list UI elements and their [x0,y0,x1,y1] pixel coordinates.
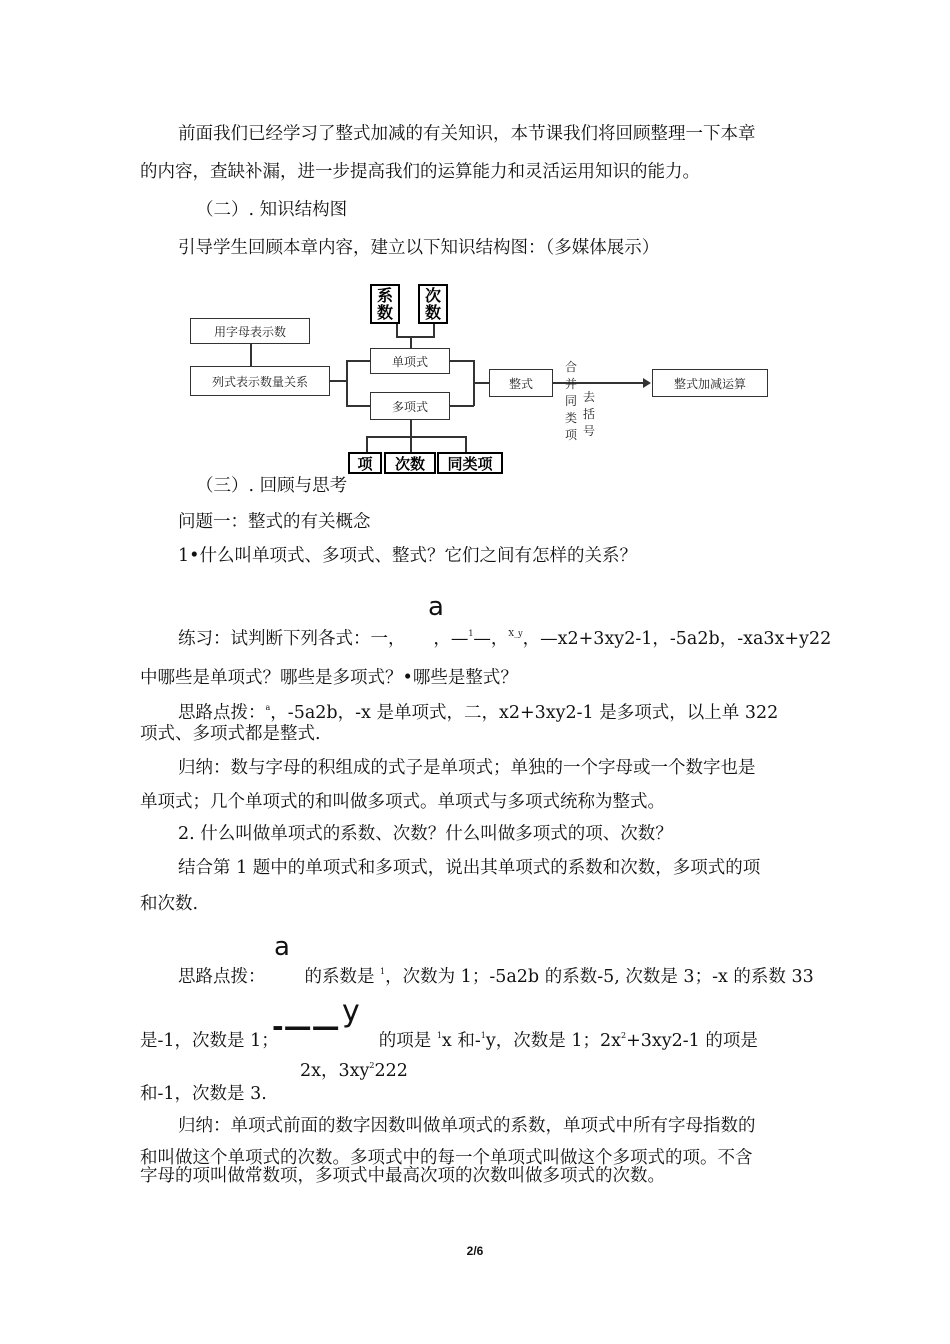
question-1: 1•什么叫单项式、多项式、整式？它们之间有怎样的关系？ [178,546,637,566]
hint-1: 思路点拨：$^a$，-5a2b，-x 是单项式，二，x2+3xy2-1 是多项式，以上单 322 [178,703,779,723]
degree-top-box: 次数 [418,284,448,324]
summary-2-line-3: 字母的项叫做常数项，多项式中最高次项的次数叫做多项式的次数。 [140,1166,665,1186]
hint-2: 思路点拨： 的系数是 $^1$，次数为 1；-5a2b 的系数-5, 次数是 3；-x 的系数 33 [178,967,814,987]
question-2-desc-1: 结合第 1 题中的单项式和多项式，说出其单项式的系数和次数，多项式的项 [178,858,761,878]
summary-2-line-2: 和叫做这个单项式的次数。多项式中的每一个单项式叫做这个多项式的项。不含 [140,1148,753,1168]
page-number: 2/6 [466,1244,484,1258]
coefficient-box: 系数 [370,284,400,324]
remove-brackets-label: 去括号 [583,390,596,438]
summary-1-line-2: 单项式；几个单项式的和叫做多项式。单项式与多项式统称为整式。 [140,792,665,812]
question-2-desc-2: 和次数. [140,894,199,914]
polynomial-box: 多项式 [370,392,450,420]
hint-2-fraction-y: y [342,994,360,1029]
hint-2-line-4: 和-1，次数是 3. [140,1084,267,1104]
letters-box: 用字母表示数 [190,318,310,344]
intro-line-1: 前面我们已经学习了整式加减的有关知识，本节课我们将回顾整理一下本章 [178,124,756,144]
like-terms-box: 同类项 [437,452,503,474]
degree-bottom-box: 次数 [384,452,436,474]
hint-2-fraction-a: a [274,932,290,962]
hint-2-line-2: 是-1，次数是 1； 的项是 $^1$x 和-$^1$y，次数是 1；$2x^2+3xy2-1$ 的项是 [140,1031,758,1051]
summary-1-line-1: 归纳：数与字母的积组成的式子是单项式；单独的一个字母或一个数字也是 [178,758,756,778]
monomial-box: 单项式 [370,348,450,374]
practice-question: 中哪些是单项式？哪些是多项式？•哪些是整式？ [140,668,518,688]
practice-fraction-a: a [428,592,444,622]
hint-2-line-3: 2x，$3xy^2222$ [300,1061,408,1081]
add-sub-box: 整式加减运算 [652,369,768,397]
combine-label: 合并同类项 [565,360,578,442]
intro-line-2: 的内容，查缺补漏，进一步提高我们的运算能力和灵活运用知识的能力。 [140,162,700,182]
list-relation-box: 列式表示数量关系 [190,366,330,396]
question-2: 2. 什么叫做单项式的系数、次数？什么叫做多项式的项、次数？ [178,824,673,844]
summary-2-line-1: 归纳：单项式前面的数字因数叫做单项式的系数，单项式中所有字母指数的 [178,1116,756,1136]
hint-2-fraction-bar: -—— [272,1010,340,1043]
hint-1-line-2: 项式、多项式都是整式. [140,724,321,744]
section-3-heading: （三）. 回顾与思考 [196,476,348,496]
practice-line: 练习：试判断下列各式：一， ，—$^1$—，$^{X\_y}$，—x2+3xy2-1，-5a2b，-xa3x+y22 [178,629,832,649]
term-box: 项 [348,452,382,474]
section-2-heading: （二）. 知识结构图 [196,200,348,220]
integral-box: 整式 [489,369,553,397]
section-2-desc: 引导学生回顾本章内容，建立以下知识结构图：（多媒体展示） [178,238,660,258]
question-1-title: 问题一：整式的有关概念 [178,512,371,532]
